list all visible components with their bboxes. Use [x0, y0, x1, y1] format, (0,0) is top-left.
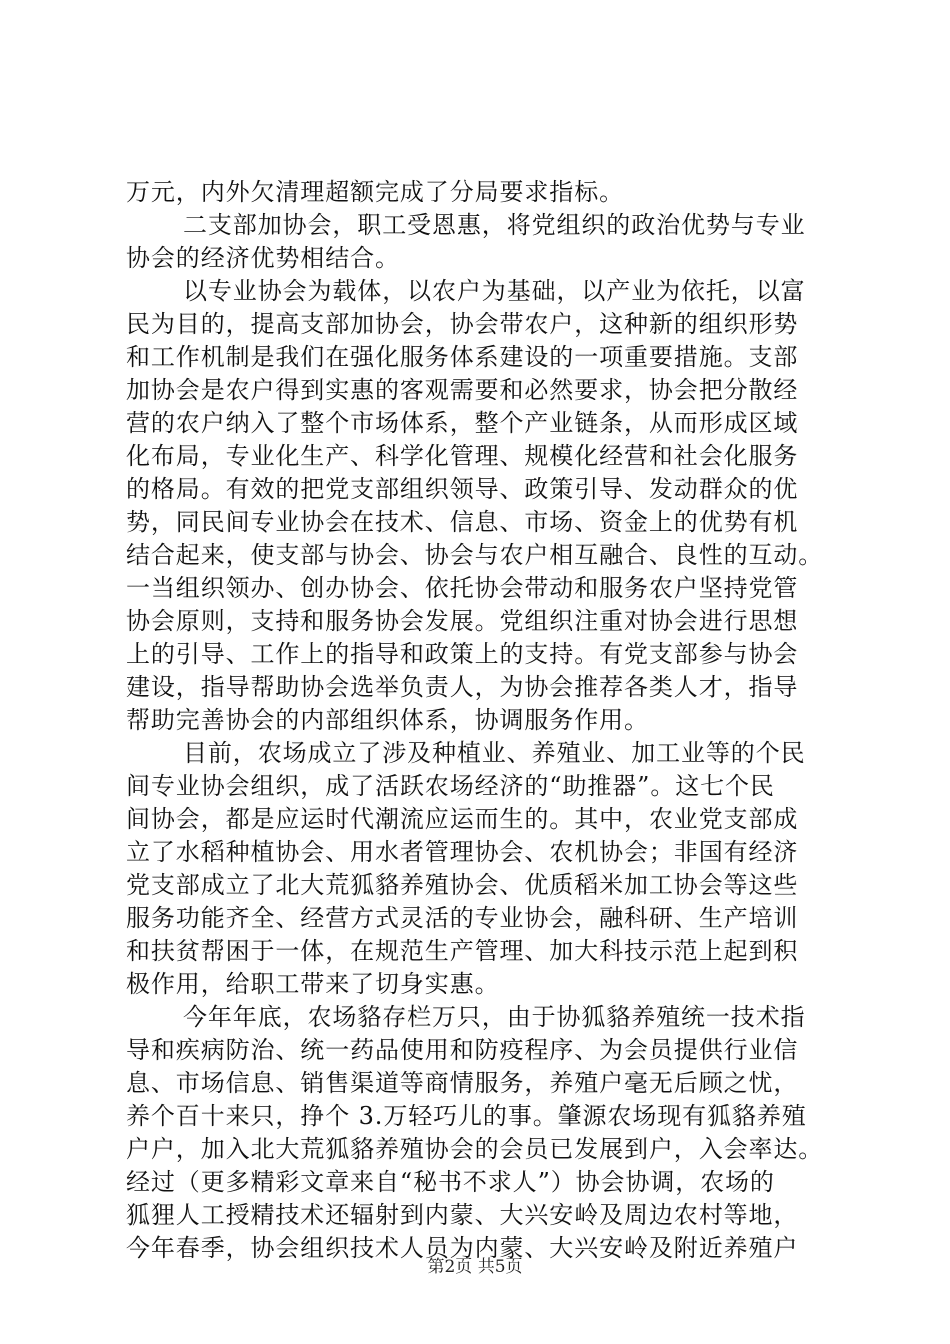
text-line: 的格局。有效的把党支部组织领导、政策引导、发动群众的优	[126, 475, 799, 503]
text-line: 营的农户纳入了整个市场体系，整个产业链条，从而形成区域	[126, 409, 799, 437]
text-line: 狐狸人工授精技术还辐射到内蒙、大兴安岭及周边农村等地，	[126, 1201, 799, 1229]
paragraph-start-line: 目前，农场成立了涉及种植业、养殖业、加工业等的个民	[183, 739, 806, 767]
text-line: 和工作机制是我们在强化服务体系建设的一项重要措施。支部	[126, 343, 799, 371]
text-line: 服务功能齐全、经营方式灵活的专业协会，融科研、生产培训	[126, 904, 799, 932]
text-line: 养个百十来只，挣个 3.万轻巧儿的事。肇源农场现有狐貉养殖	[126, 1102, 807, 1130]
text-line: 民为目的，提高支部加协会，协会带农户，这种新的组织形势	[126, 310, 799, 338]
text-line: 协会的经济优势相结合。	[126, 244, 400, 272]
text-line: 势，同民间专业协会在技术、信息、市场、资金上的优势有机	[126, 508, 799, 536]
text-line: 间协会，都是应运时代潮流应运而生的。其中，农业党支部成	[126, 805, 799, 833]
text-line: 户户，加入北大荒狐貉养殖协会的会员已发展到户，入会率达。	[126, 1135, 824, 1163]
text-line: 协会原则，支持和服务协会发展。党组织注重对协会进行思想	[126, 607, 799, 635]
text-line: 一当组织领办、创办协会、依托协会带动和服务农户坚持党管	[126, 574, 799, 602]
text-line: 和扶贫帮困于一体，在规范生产管理、加大科技示范上起到积	[126, 937, 799, 965]
text-line: 间专业协会组织，成了活跃农场经济的“助推器”。这七个民	[126, 772, 775, 800]
text-line: 立了水稻种植协会、用水者管理协会、农机协会；非国有经济	[126, 838, 799, 866]
paragraph-start-line: 二支部加协会，职工受恩惠，将党组织的政治优势与专业	[183, 211, 806, 239]
text-line: 经过（更多精彩文章来自“秘书不求人”）协会协调，农场的	[126, 1168, 775, 1196]
text-line: 化布局，专业化生产、科学化管理、规模化经营和社会化服务	[126, 442, 799, 470]
text-line: 帮助完善协会的内部组织体系，协调服务作用。	[126, 706, 649, 734]
paragraph-start-line: 今年年底，农场貉存栏万只，由于协狐貉养殖统一技术指	[183, 1003, 806, 1031]
text-line: 息、市场信息、销售渠道等商情服务，养殖户毫无后顾之忧，	[126, 1069, 799, 1097]
text-line: 加协会是农户得到实惠的客观需要和必然要求，协会把分散经	[126, 376, 799, 404]
text-line: 建设，指导帮助协会选举负责人，为协会推荐各类人才，指导	[126, 673, 799, 701]
paragraph-start-line: 以专业协会为载体，以农户为基础，以产业为依托，以富	[183, 277, 806, 305]
text-line: 今年春季，协会组织技术人员为内蒙、大兴安岭及附近养殖户	[126, 1234, 799, 1262]
text-line: 上的引导、工作上的指导和政策上的支持。有党支部参与协会	[126, 640, 799, 668]
text-line: 导和疾病防治、统一药品使用和防疫程序、为会员提供行业信	[126, 1036, 799, 1064]
text-line: 党支部成立了北大荒狐貉养殖协会、优质稻米加工协会等这些	[126, 871, 799, 899]
page-footer: 第2页 共5页	[427, 1257, 523, 1277]
text-line: 极作用，给职工带来了切身实惠。	[126, 970, 500, 998]
text-line: 万元，内外欠清理超额完成了分局要求指标。	[126, 178, 624, 206]
text-line: 结合起来，使支部与协会、协会与农户相互融合、良性的互动。	[126, 541, 824, 569]
